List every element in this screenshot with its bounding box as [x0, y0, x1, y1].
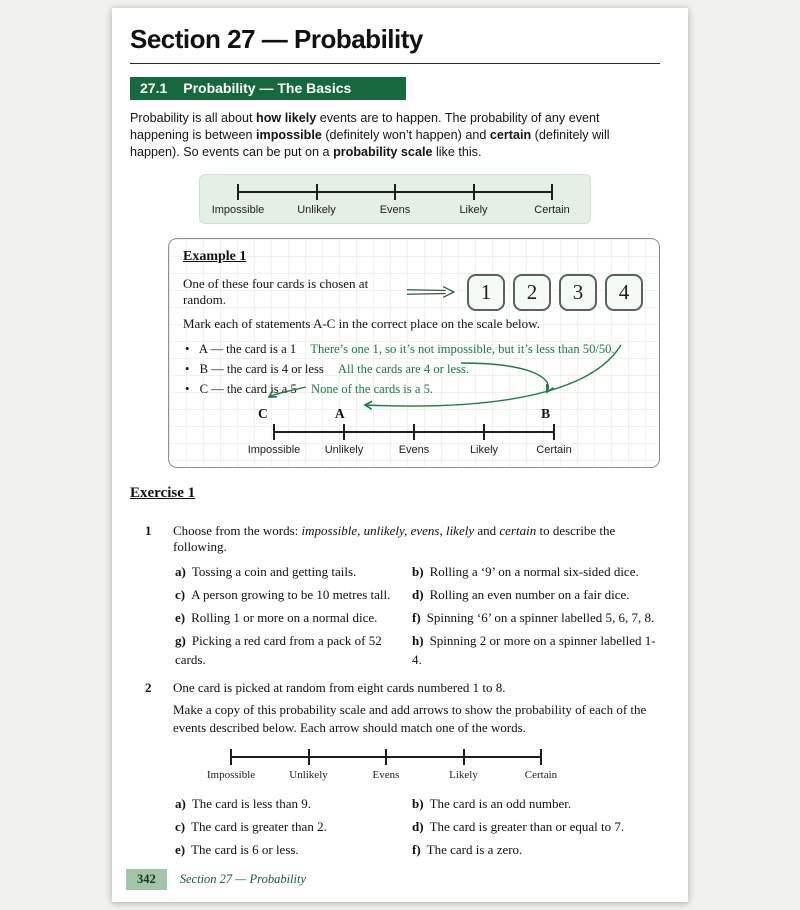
scale-label: Certain	[536, 444, 572, 456]
question-2-line2: Make a copy of this probability scale and add arrows to show the probability of each of the events described below. Each arrow should match one of the words.	[173, 702, 647, 735]
example-cards-row	[183, 271, 645, 313]
number-card	[559, 274, 597, 311]
marker-a: A	[334, 406, 345, 421]
intro-paragraph	[130, 110, 660, 161]
scale-line	[274, 424, 554, 440]
prompt-text: to describe the following.	[173, 523, 616, 554]
bullet-statement: C — the card is a 5	[199, 382, 297, 396]
exercise-item	[175, 840, 412, 859]
card-value: 2	[526, 279, 538, 304]
number-card	[467, 274, 505, 311]
intro-text: (definitely won’t happen) and	[321, 128, 490, 142]
exercise-item	[412, 631, 660, 669]
exercise-item	[175, 631, 412, 669]
intro-text: like this.	[432, 145, 482, 159]
exercise-item	[412, 794, 660, 813]
example-title: Example 1	[183, 249, 247, 264]
number-card	[605, 274, 643, 311]
item-text: The card is a zero.	[426, 842, 523, 857]
card-value: 1	[480, 279, 492, 304]
subsection-header	[130, 77, 406, 100]
question-body	[173, 523, 660, 669]
item-text: Rolling 1 or more on a normal dice.	[191, 610, 378, 625]
scale-labels	[247, 444, 572, 457]
scale-tick	[230, 749, 232, 765]
scale-label: Likely	[459, 204, 488, 216]
footer-section-label: Section 27 — Probability	[179, 872, 307, 886]
exercise-item	[175, 562, 412, 581]
prompt-text: Choose from the words:	[173, 523, 302, 538]
exercise-item	[175, 794, 412, 813]
bullet-note: None of the cards is a 5.	[310, 382, 434, 396]
scale-label: Evens	[372, 769, 400, 781]
page-title: Section 27 — Probability	[130, 24, 423, 54]
intro-bold-impossible: impossible	[256, 128, 322, 142]
intro-probability-scale	[199, 174, 591, 224]
item-text: The card is greater than or equal to 7.	[429, 819, 625, 834]
intro-bold-probability-scale: probability scale	[333, 145, 433, 159]
example-bullet-b	[183, 359, 645, 379]
scale	[211, 184, 570, 217]
question-number: 1	[145, 523, 152, 538]
exercise-item	[412, 840, 660, 859]
number-cards	[467, 274, 643, 311]
scale-tick	[473, 184, 475, 200]
example-probability-scale	[247, 406, 572, 457]
scale-tick	[308, 749, 310, 765]
exercise-item	[412, 562, 660, 581]
intro-text: events are to happen. The probability of any event happening is between	[130, 111, 600, 142]
item-label: d)	[412, 587, 424, 602]
item-text: Rolling a ‘9’ on a normal six-sided dice.	[429, 564, 639, 579]
item-text: The card is 6 or less.	[191, 842, 299, 857]
item-label: f)	[412, 842, 421, 857]
example-bullets	[183, 339, 645, 399]
scale-tick	[237, 184, 239, 200]
item-text: Spinning ‘6’ on a spinner labelled 5, 6, 7, 8.	[426, 610, 655, 625]
question-body	[173, 680, 660, 859]
scale-label: Unlikely	[289, 769, 328, 781]
scale-label: Impossible	[247, 444, 301, 456]
item-label: a)	[175, 564, 186, 579]
exercise-item	[412, 608, 660, 627]
subsection-title: Probability — The Basics	[183, 80, 352, 96]
scale-labels	[206, 769, 558, 782]
item-text: Picking a red card from a pack of 52 cards.	[175, 633, 382, 667]
item-text: Tossing a coin and getting tails.	[191, 564, 357, 579]
scale-label: Evens	[379, 204, 411, 216]
item-label: d)	[412, 819, 424, 834]
question-1	[130, 523, 660, 669]
title-divider	[130, 63, 660, 64]
item-label: b)	[412, 564, 424, 579]
scale-label: Likely	[449, 769, 478, 781]
item-label: f)	[412, 610, 421, 625]
prompt-italic-words: impossible, unlikely, evens, likely	[301, 523, 475, 538]
item-text: The card is an odd number.	[429, 796, 572, 811]
intro-bold-how-likely: how likely	[256, 111, 317, 125]
exercise-item	[175, 585, 412, 604]
scale-label: Impossible	[206, 769, 256, 781]
textbook-page	[112, 8, 688, 902]
marker-c: C	[257, 406, 268, 421]
scale-tick	[463, 749, 465, 765]
item-text: The card is less than 9.	[191, 796, 311, 811]
scale-tick	[273, 424, 275, 440]
item-text: A person growing to be 10 metres tall.	[191, 587, 391, 602]
bullet-note: All the cards are 4 or less.	[337, 362, 470, 376]
question-2-probability-scale	[206, 749, 558, 782]
item-label: b)	[412, 796, 424, 811]
exercise-item	[412, 817, 660, 836]
scale-line	[231, 749, 541, 765]
exercise-title: Exercise 1	[130, 485, 196, 501]
scale-label: Certain	[534, 204, 570, 216]
question-2-items	[173, 794, 660, 859]
scale-tick	[551, 184, 553, 200]
question-number: 2	[145, 680, 152, 695]
scale-tick	[553, 424, 555, 440]
bullet-note: There’s one 1, so it’s not impossible, but it’s less than 50/50.	[310, 342, 615, 356]
prompt-text: and	[474, 523, 500, 538]
scale-tick	[483, 424, 485, 440]
double-arrow-icon	[405, 284, 459, 300]
question-2-line1: One card is picked at random from eight cards numbered 1 to 8.	[173, 680, 506, 695]
prompt-italic-certain: certain	[499, 523, 537, 538]
bullet-statement: A — the card is a 1	[198, 342, 297, 356]
exercise-item	[175, 817, 412, 836]
scale-label: Unlikely	[324, 444, 364, 456]
scale-label: Evens	[398, 444, 430, 456]
exercise-item	[175, 608, 412, 627]
scale-labels	[211, 204, 570, 217]
item-label: g)	[175, 633, 186, 648]
example-box	[168, 238, 660, 468]
question-prompt	[173, 523, 660, 555]
item-text: The card is greater than 2.	[191, 819, 327, 834]
item-label: c)	[175, 819, 186, 834]
item-label: a)	[175, 796, 186, 811]
subsection-number: 27.1	[140, 80, 168, 96]
scale-tick	[394, 184, 396, 200]
page-footer	[130, 859, 660, 890]
number-card	[513, 274, 551, 311]
scale-tick	[540, 749, 542, 765]
scale-tick	[343, 424, 345, 440]
card-value: 4	[618, 279, 630, 304]
scale-line	[238, 184, 552, 200]
marker-b: B	[541, 406, 551, 421]
intro-text: Probability is all about	[130, 111, 257, 125]
scale-label: Certain	[524, 769, 558, 781]
bullet-statement: B — the card is 4 or less	[199, 362, 324, 376]
exercise-item	[412, 585, 660, 604]
scale-tick	[316, 184, 318, 200]
scale-label: Likely	[469, 444, 499, 456]
scale-label: Impossible	[211, 204, 265, 216]
example-bullet-a	[183, 339, 645, 359]
item-text: Spinning 2 or more on a spinner labelled 1-4.	[412, 633, 656, 667]
intro-bold-certain: certain	[489, 128, 532, 142]
card-value: 3	[572, 279, 584, 304]
question-2	[130, 680, 660, 859]
scale-tick	[385, 749, 387, 765]
question-1-items	[173, 562, 660, 669]
example-instruction: Mark each of statements A-C in the correct place on the scale below.	[183, 316, 540, 331]
item-label: h)	[412, 633, 424, 648]
item-label: e)	[175, 610, 186, 625]
example-bullet-c	[183, 379, 645, 399]
item-label: e)	[175, 842, 186, 857]
example-intro-text: One of these four cards is chosen at random.	[183, 276, 369, 307]
scale-tick	[413, 424, 415, 440]
item-text: Rolling an even number on a fair dice.	[429, 587, 630, 602]
intro-text: (definitely will happen). So events can be put on a	[130, 128, 610, 159]
page-number-badge: 342	[126, 869, 167, 890]
item-label: c)	[175, 587, 186, 602]
scale-label: Unlikely	[297, 204, 336, 216]
